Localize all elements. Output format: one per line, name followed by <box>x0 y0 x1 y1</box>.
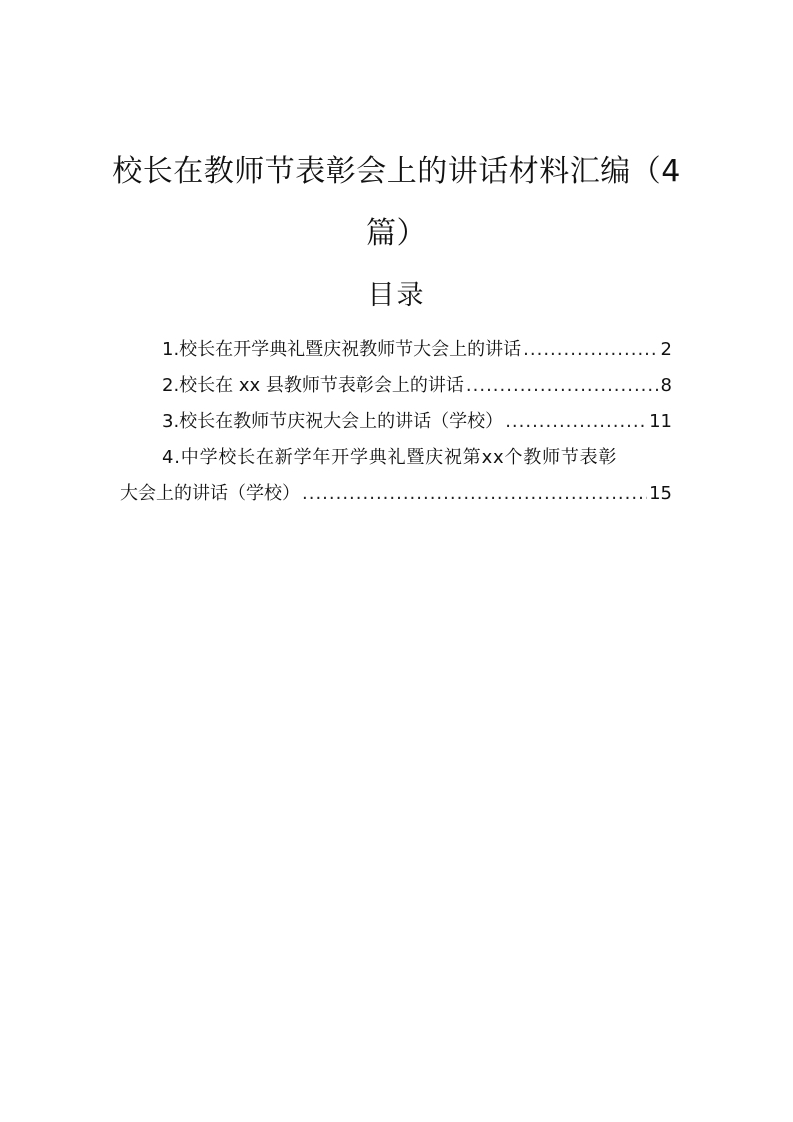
toc-entry-title: 1.校长在开学典礼暨庆祝教师节大会上的讲话 <box>162 339 522 360</box>
toc-entry-2[interactable] <box>120 368 672 404</box>
toc-entry-1[interactable] <box>120 332 672 368</box>
toc-page-number: 15 <box>649 483 672 504</box>
toc-entry-title-line-2: 大会上的讲话（学校） <box>120 483 300 504</box>
toc-dot-leader <box>523 332 658 368</box>
toc-dot-leader <box>505 404 647 440</box>
toc-dot-leader <box>466 368 659 404</box>
toc-entry-3[interactable] <box>120 404 672 440</box>
toc-page-number: 8 <box>660 375 672 396</box>
toc-heading: 目录 <box>367 280 426 311</box>
toc-entry-4[interactable] <box>120 440 672 512</box>
toc-entry-title-line-1: 4.中学校长在新学年开学典礼暨庆祝第xx个教师节表彰 <box>162 447 618 468</box>
document-title-line-1: 校长在教师节表彰会上的讲话材料汇编（4 <box>112 154 681 189</box>
toc-page-number: 2 <box>660 339 672 360</box>
toc-dot-leader <box>302 476 647 512</box>
toc-entry-title: 2.校长在 xx 县教师节表彰会上的讲话 <box>162 375 464 396</box>
toc-page-number: 11 <box>649 411 672 432</box>
table-of-contents <box>120 332 672 512</box>
toc-entry-title: 3.校长在教师节庆祝大会上的讲话（学校） <box>162 411 504 432</box>
document-title-line-2: 篇） <box>366 216 427 251</box>
